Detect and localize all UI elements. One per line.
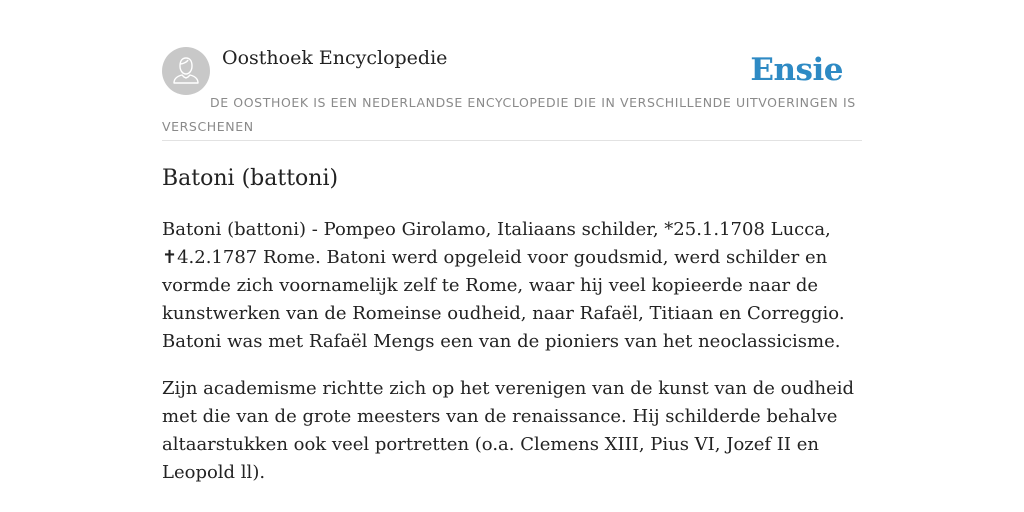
site-name[interactable]: Oosthoek Encyclopedie — [222, 47, 448, 69]
site-header — [162, 46, 862, 141]
article-paragraph: Zijn academisme richtte zich op het verenigen van de kunst van de oudheid met die van de grote meesters van de renaissance. Hij schilderde behalve altaarstukken ook veel portretten (o.a. Clemens XIII, Pius VI, Jozef II en Leopold ll). — [162, 378, 855, 483]
user-silhouette-icon[interactable] — [162, 47, 210, 95]
article-title: Batoni (battoni) — [162, 166, 339, 191]
ensie-logo[interactable]: Ensie — [750, 52, 843, 88]
article-body — [162, 216, 862, 506]
article-paragraph: Batoni (battoni) - Pompeo Girolamo, Italiaans schilder, *25.1.1708 Lucca, ✝4.2.1787 Rome. Batoni werd opgeleid voor goudsmid, werd schilder en vormde zich voornamelijk zelf te Rome, waar hij veel kopieerde naar de kunstwerken van de Romeinse oudheid, naar Rafaël, Titiaan en Correggio. Batoni was met Rafaël Mengs een van de pioniers van het neoclassicisme. — [162, 219, 845, 352]
site-tagline: DE OOSTHOEK IS EEN NEDERLANDSE ENCYCLOPEDIE DIE IN VERSCHILLENDE UITVOERINGEN IS VERSCHENEN — [162, 95, 856, 134]
